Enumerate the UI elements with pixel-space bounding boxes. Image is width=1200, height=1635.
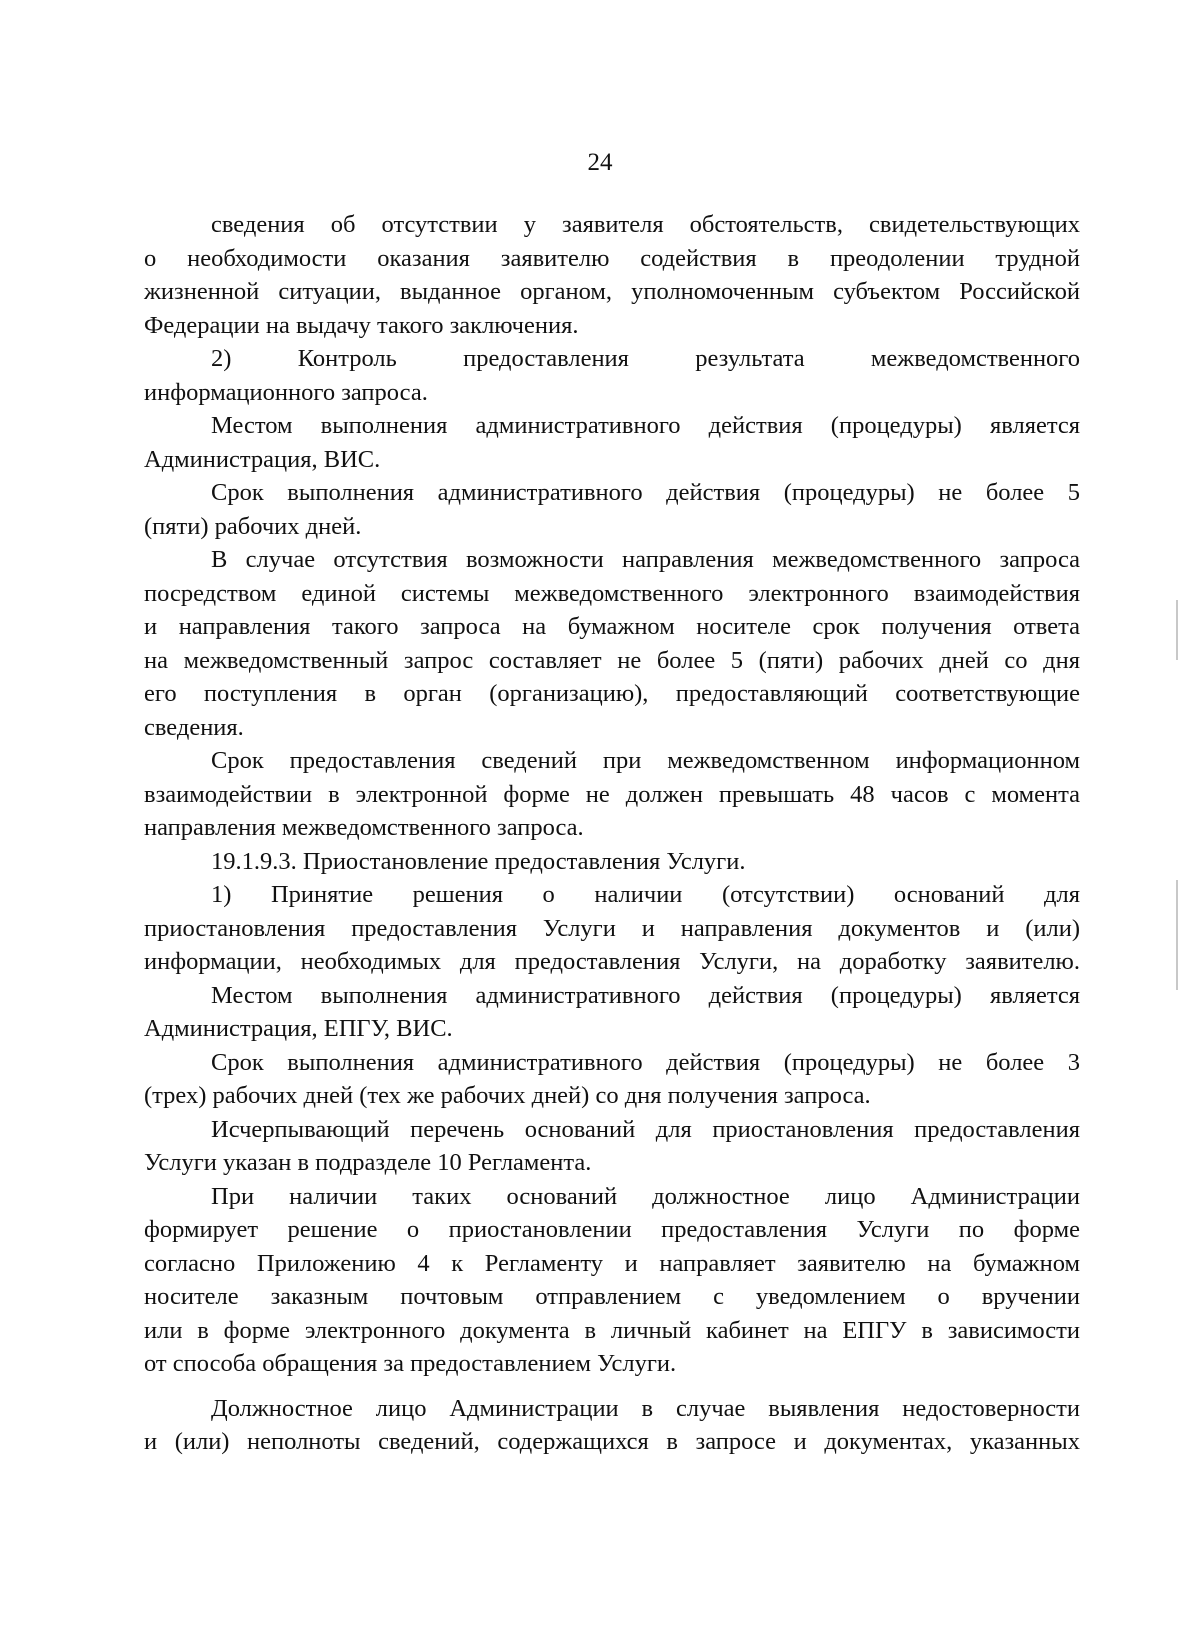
text-line: о необходимости оказания заявителю содействия в преодолении трудной bbox=[144, 244, 1080, 272]
text-line: При наличии таких оснований должностное лицо Администрации bbox=[211, 1182, 1080, 1210]
text-line: 2) Контроль предоставления результата межведомственного bbox=[211, 345, 1080, 372]
text-line: 1) Принятие решения о наличии (отсутствии) оснований для bbox=[211, 881, 1080, 908]
text-line: Администрация, ЕПГУ, ВИС. bbox=[144, 1015, 453, 1042]
text-line: согласно Приложению 4 к Регламенту и направляет заявителю на бумажном bbox=[144, 1249, 1080, 1277]
text-line: Местом выполнения административного действия (процедуры) является bbox=[211, 412, 1080, 439]
text-line: (трех) рабочих дней (тех же рабочих дней) со дня получения запроса. bbox=[144, 1082, 871, 1109]
text-line: Федерации на выдачу такого заключения. bbox=[144, 311, 579, 339]
text-line: от способа обращения за предоставлением Услуги. bbox=[144, 1350, 677, 1377]
text-line: сведения. bbox=[144, 713, 244, 741]
scan-edge-mark bbox=[1176, 880, 1178, 990]
text-line: сведения об отсутствии у заявителя обстоятельств, свидетельствующих bbox=[211, 211, 1080, 238]
text-line: Должностное лицо Администрации в случае выявления недостоверности bbox=[211, 1394, 1080, 1422]
text-line: Срок предоставления сведений при межведомственном информационном bbox=[211, 747, 1080, 774]
text-line: и направления такого запроса на бумажном носителе срок получения ответа bbox=[144, 613, 1080, 640]
page-number: 24 bbox=[587, 149, 613, 176]
text-line: В случае отсутствия возможности направления межведомственного запроса bbox=[211, 546, 1080, 573]
text-line: информационного запроса. bbox=[144, 378, 428, 406]
text-line: носителе заказным почтовым отправлением с уведомлением о вручении bbox=[144, 1283, 1080, 1310]
text-line: Исчерпывающий перечень оснований для приостановления предоставления bbox=[211, 1115, 1080, 1143]
text-line: направления межведомственного запроса. bbox=[144, 814, 584, 841]
text-line: формирует решение о приостановлении предоставления Услуги по форме bbox=[144, 1216, 1080, 1243]
text-line: жизненной ситуации, выданное органом, уполномоченным субъектом Российской bbox=[144, 278, 1080, 305]
text-line: взаимодействии в электронной форме не должен превышать 48 часов с момента bbox=[144, 780, 1080, 808]
text-line: информации, необходимых для предоставления Услуги, на доработку заявителю. bbox=[144, 948, 1080, 975]
text-line: Местом выполнения административного действия (процедуры) является bbox=[211, 981, 1080, 1009]
section-heading: 19.1.9.3. Приостановление предоставления Услуги. bbox=[211, 847, 746, 875]
text-line: посредством единой системы межведомственного электронного взаимодействия bbox=[144, 579, 1080, 607]
text-line: Администрация, ВИС. bbox=[144, 445, 381, 473]
text-line: приостановления предоставления Услуги и направления документов и (или) bbox=[144, 914, 1080, 942]
document-body bbox=[144, 208, 1080, 1459]
text-line: или в форме электронного документа в личный кабинет на ЕПГУ в зависимости bbox=[144, 1316, 1080, 1344]
text-line: Услуги указан в подразделе 10 Регламента. bbox=[144, 1149, 592, 1176]
scan-edge-mark bbox=[1176, 600, 1178, 660]
text-line: на межведомственный запрос составляет не более 5 (пяти) рабочих дней со дня bbox=[144, 646, 1080, 674]
text-line: и (или) неполноты сведений, содержащихся в запросе и документах, указанных bbox=[144, 1428, 1080, 1455]
text-line: Срок выполнения административного действия (процедуры) не более 5 bbox=[211, 479, 1080, 506]
text-line: Срок выполнения административного действия (процедуры) не более 3 bbox=[211, 1048, 1080, 1076]
text-line: (пяти) рабочих дней. bbox=[144, 512, 362, 540]
text-line: его поступления в орган (организацию), предоставляющий соответствующие bbox=[144, 680, 1080, 707]
